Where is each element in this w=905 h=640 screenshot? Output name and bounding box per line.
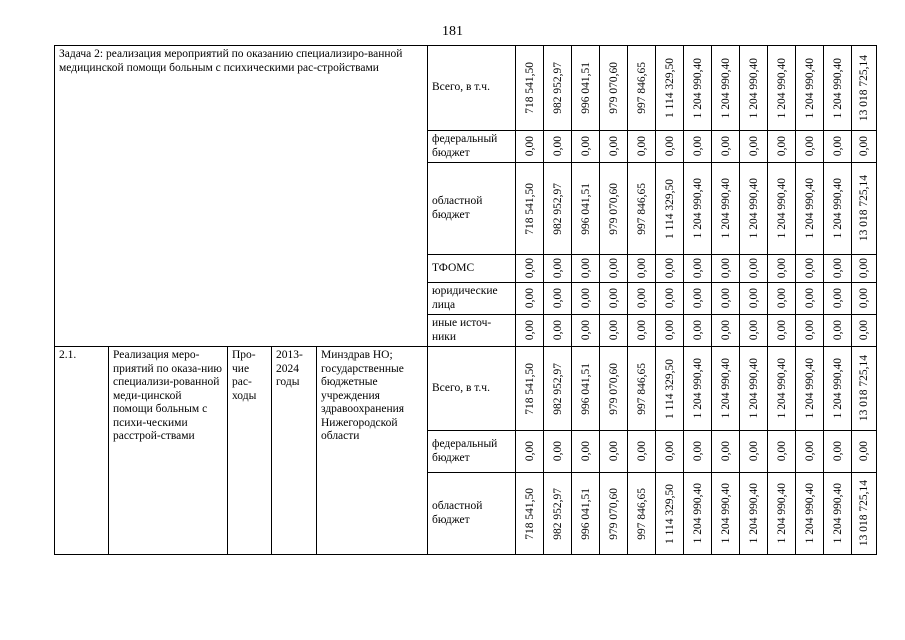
value-text: 13 018 725,14: [858, 355, 870, 422]
value-cell: [628, 431, 656, 473]
value-cell: [656, 347, 684, 431]
value-cell: [796, 315, 824, 347]
value-text: 0,00: [747, 288, 760, 309]
value-text: 0,00: [831, 258, 844, 279]
value-text: 0,00: [607, 320, 620, 341]
value-text: 718 541,50: [523, 182, 536, 235]
value-text: 0,00: [719, 288, 732, 309]
value-cell: [796, 255, 824, 283]
value-cell: [572, 46, 600, 131]
value-cell: [544, 315, 572, 347]
value-text: 0,00: [607, 136, 620, 157]
value-cell: [572, 131, 600, 163]
value-text: 1 204 990,40: [691, 57, 704, 119]
value-cell: [684, 46, 712, 131]
value-cell: [824, 46, 852, 131]
value-text: 0,00: [523, 136, 536, 157]
measure-number: 2.1.: [55, 347, 109, 555]
value-cell: [824, 163, 852, 255]
value-cell: [852, 131, 877, 163]
value-text: 0,00: [747, 320, 760, 341]
value-cell: [740, 131, 768, 163]
value-cell: [712, 347, 740, 431]
value-cell: [796, 46, 824, 131]
value-cell: [824, 315, 852, 347]
value-text: 0,00: [831, 441, 844, 462]
value-cell: [768, 255, 796, 283]
value-cell: [656, 163, 684, 255]
value-cell: [768, 347, 796, 431]
task-title: Задача 2: реализация мероприятий по оказанию специализиро-ванной медицинской помощи больным с психическими рас-стройствами: [55, 46, 428, 347]
value-cell: [712, 131, 740, 163]
value-cell: [852, 315, 877, 347]
value-text: 0,00: [858, 288, 870, 309]
value-cell: [796, 163, 824, 255]
value-text: 1 204 990,40: [775, 358, 788, 419]
value-cell: [740, 46, 768, 131]
value-text: 0,00: [523, 441, 536, 462]
value-cell: [740, 347, 768, 431]
value-text: 0,00: [635, 288, 648, 309]
value-text: 0,00: [551, 320, 564, 341]
value-cell: [740, 255, 768, 283]
source-label: федеральный бюджет: [428, 131, 516, 163]
value-cell: [656, 131, 684, 163]
value-cell: [544, 46, 572, 131]
value-cell: [600, 163, 628, 255]
source-label: федеральный бюджет: [428, 431, 516, 473]
value-cell: [544, 131, 572, 163]
value-cell: [796, 431, 824, 473]
value-text: 0,00: [858, 320, 870, 341]
value-text: 996 041,51: [579, 182, 592, 235]
source-label: Всего, в т.ч.: [428, 46, 516, 131]
value-cell: [712, 315, 740, 347]
value-cell: [824, 131, 852, 163]
value-cell: [852, 255, 877, 283]
value-text: 979 070,60: [607, 182, 620, 235]
value-text: 982 952,97: [551, 182, 564, 235]
value-text: 0,00: [663, 258, 676, 279]
value-cell: [600, 315, 628, 347]
value-text: 0,00: [523, 288, 536, 309]
value-text: 0,00: [579, 136, 592, 157]
value-text: 1 204 990,40: [831, 57, 844, 119]
value-text: 0,00: [858, 258, 870, 279]
value-text: 996 041,51: [579, 62, 592, 114]
executor: Минздрав НО; государственные бюджетные учреждения здравоохранения Нижегородской области: [317, 347, 428, 555]
value-cell: [600, 473, 628, 555]
source-label: Всего, в т.ч.: [428, 347, 516, 431]
value-cell: [656, 255, 684, 283]
value-text: 979 070,60: [607, 362, 620, 415]
value-text: 1 204 990,40: [803, 178, 816, 239]
value-cell: [712, 431, 740, 473]
value-text: 0,00: [635, 258, 648, 279]
value-text: 0,00: [579, 288, 592, 309]
value-text: 1 204 990,40: [831, 483, 844, 544]
value-cell: [600, 46, 628, 131]
value-cell: [684, 431, 712, 473]
value-cell: [796, 131, 824, 163]
value-text: 1 114 329,50: [663, 483, 676, 544]
value-text: 1 204 990,40: [803, 57, 816, 119]
value-text: 997 846,65: [635, 182, 648, 235]
value-cell: [740, 283, 768, 315]
value-text: 0,00: [831, 320, 844, 341]
value-text: 0,00: [775, 136, 788, 157]
value-cell: [852, 431, 877, 473]
value-text: 1 204 990,40: [747, 358, 760, 419]
value-text: 0,00: [719, 320, 732, 341]
value-text: 982 952,97: [551, 487, 564, 540]
value-cell: [544, 283, 572, 315]
value-text: 1 204 990,40: [719, 483, 732, 544]
value-text: 0,00: [691, 258, 704, 279]
value-text: 0,00: [747, 258, 760, 279]
value-text: 0,00: [747, 441, 760, 462]
value-text: 13 018 725,14: [858, 54, 870, 122]
value-cell: [628, 283, 656, 315]
value-cell: [572, 473, 600, 555]
value-cell: [768, 46, 796, 131]
period: 2013-2024 годы: [272, 347, 317, 555]
value-cell: [712, 473, 740, 555]
value-cell: [684, 473, 712, 555]
value-cell: [600, 283, 628, 315]
value-text: 0,00: [551, 441, 564, 462]
value-cell: [712, 46, 740, 131]
value-cell: [516, 163, 544, 255]
value-text: 996 041,51: [579, 487, 592, 540]
value-text: 0,00: [691, 136, 704, 157]
value-cell: [796, 347, 824, 431]
value-cell: [740, 473, 768, 555]
value-cell: [628, 131, 656, 163]
value-text: 0,00: [803, 288, 816, 309]
value-text: 1 204 990,40: [831, 178, 844, 239]
value-cell: [712, 255, 740, 283]
value-cell: [600, 347, 628, 431]
value-cell: [824, 347, 852, 431]
value-cell: [516, 431, 544, 473]
value-text: 1 204 990,40: [831, 358, 844, 419]
value-text: 0,00: [523, 258, 536, 279]
value-text: 0,00: [663, 136, 676, 157]
value-text: 718 541,50: [523, 62, 536, 114]
value-cell: [628, 347, 656, 431]
value-cell: [656, 315, 684, 347]
value-cell: [572, 315, 600, 347]
value-cell: [544, 163, 572, 255]
value-cell: [516, 283, 544, 315]
value-text: 0,00: [719, 136, 732, 157]
value-text: 1 204 990,40: [719, 178, 732, 239]
value-text: 1 204 990,40: [803, 483, 816, 544]
value-text: 979 070,60: [607, 487, 620, 540]
value-text: 0,00: [579, 441, 592, 462]
value-text: 0,00: [607, 288, 620, 309]
value-cell: [796, 473, 824, 555]
value-cell: [684, 283, 712, 315]
page-number: 181: [442, 24, 463, 39]
value-text: 0,00: [635, 136, 648, 157]
value-text: 0,00: [607, 258, 620, 279]
value-cell: [516, 473, 544, 555]
value-cell: [684, 163, 712, 255]
value-text: 1 204 990,40: [691, 178, 704, 239]
value-text: 1 204 990,40: [803, 358, 816, 419]
value-text: 979 070,60: [607, 62, 620, 114]
value-cell: [740, 431, 768, 473]
value-text: 0,00: [803, 441, 816, 462]
value-text: 1 204 990,40: [719, 57, 732, 119]
value-text: 0,00: [719, 258, 732, 279]
value-text: 0,00: [663, 320, 676, 341]
value-cell: [768, 431, 796, 473]
value-text: 0,00: [551, 288, 564, 309]
value-text: 0,00: [775, 258, 788, 279]
source-label: иные источ-ники: [428, 315, 516, 347]
value-cell: [684, 131, 712, 163]
value-cell: [516, 131, 544, 163]
value-text: 1 204 990,40: [747, 178, 760, 239]
value-cell: [852, 347, 877, 431]
value-cell: [684, 255, 712, 283]
value-cell: [544, 255, 572, 283]
value-text: 1 114 329,50: [663, 58, 676, 118]
value-text: 0,00: [551, 258, 564, 279]
value-text: 0,00: [803, 320, 816, 341]
value-text: 0,00: [775, 320, 788, 341]
value-text: 13 018 725,14: [858, 175, 870, 242]
value-cell: [768, 163, 796, 255]
value-text: 997 846,65: [635, 487, 648, 540]
value-text: 0,00: [803, 258, 816, 279]
value-cell: [600, 255, 628, 283]
value-text: 718 541,50: [523, 362, 536, 415]
value-text: 0,00: [663, 288, 676, 309]
value-cell: [768, 473, 796, 555]
value-text: 982 952,97: [551, 362, 564, 415]
value-text: 13 018 725,14: [858, 480, 870, 547]
value-cell: [628, 473, 656, 555]
table-row: [55, 46, 877, 131]
value-text: 0,00: [858, 136, 870, 157]
value-cell: [656, 283, 684, 315]
value-text: 0,00: [579, 258, 592, 279]
value-text: 0,00: [858, 441, 870, 462]
value-cell: [656, 473, 684, 555]
value-text: 1 114 329,50: [663, 178, 676, 239]
value-cell: [628, 46, 656, 131]
value-text: 0,00: [691, 288, 704, 309]
value-text: 0,00: [719, 441, 732, 462]
value-text: 1 114 329,50: [663, 358, 676, 419]
value-cell: [852, 473, 877, 555]
value-text: 0,00: [747, 136, 760, 157]
value-cell: [516, 315, 544, 347]
value-text: 0,00: [663, 441, 676, 462]
value-cell: [852, 46, 877, 131]
value-cell: [824, 473, 852, 555]
value-cell: [516, 347, 544, 431]
value-text: 0,00: [635, 320, 648, 341]
source-label: областной бюджет: [428, 473, 516, 555]
value-cell: [768, 315, 796, 347]
value-cell: [824, 255, 852, 283]
value-text: 1 204 990,40: [775, 178, 788, 239]
value-text: 1 204 990,40: [775, 57, 788, 119]
value-cell: [628, 163, 656, 255]
value-cell: [852, 163, 877, 255]
table-row: [55, 347, 877, 431]
value-text: 0,00: [831, 136, 844, 157]
value-cell: [572, 283, 600, 315]
value-cell: [544, 473, 572, 555]
source-label: ТФОМС: [428, 255, 516, 283]
value-cell: [600, 431, 628, 473]
value-text: 718 541,50: [523, 487, 536, 540]
value-cell: [516, 255, 544, 283]
value-cell: [656, 46, 684, 131]
value-cell: [572, 347, 600, 431]
value-cell: [796, 283, 824, 315]
expense-category: Про-чие рас-ходы: [228, 347, 272, 555]
measure-name: Реализация меро-приятий по оказа-нию специализи-рованной меди-цинской помощи больным с психи-ческими расстрой-ствами: [109, 347, 228, 555]
value-text: 0,00: [607, 441, 620, 462]
value-cell: [684, 347, 712, 431]
value-text: 1 204 990,40: [719, 358, 732, 419]
value-cell: [740, 163, 768, 255]
value-cell: [712, 283, 740, 315]
value-cell: [824, 431, 852, 473]
source-label: юридические лица: [428, 283, 516, 315]
value-text: 1 204 990,40: [747, 57, 760, 119]
value-text: 0,00: [579, 320, 592, 341]
value-text: 0,00: [691, 320, 704, 341]
value-cell: [544, 431, 572, 473]
value-text: 0,00: [523, 320, 536, 341]
value-cell: [768, 283, 796, 315]
budget-table: [54, 45, 877, 555]
value-text: 982 952,97: [551, 62, 564, 114]
value-text: 997 846,65: [635, 362, 648, 415]
value-text: 0,00: [831, 288, 844, 309]
value-text: 1 204 990,40: [691, 358, 704, 419]
value-cell: [656, 431, 684, 473]
value-cell: [768, 131, 796, 163]
value-cell: [628, 315, 656, 347]
value-text: 0,00: [551, 136, 564, 157]
value-cell: [852, 283, 877, 315]
value-text: 0,00: [775, 288, 788, 309]
value-cell: [684, 315, 712, 347]
value-text: 0,00: [775, 441, 788, 462]
value-text: 1 204 990,40: [747, 483, 760, 544]
value-text: 1 204 990,40: [775, 483, 788, 544]
value-cell: [712, 163, 740, 255]
value-text: 0,00: [691, 441, 704, 462]
value-text: 0,00: [635, 441, 648, 462]
value-cell: [628, 255, 656, 283]
value-text: 0,00: [803, 136, 816, 157]
value-cell: [544, 347, 572, 431]
source-label: областной бюджет: [428, 163, 516, 255]
value-cell: [572, 163, 600, 255]
value-text: 996 041,51: [579, 362, 592, 415]
value-text: 997 846,65: [635, 62, 648, 114]
value-cell: [572, 431, 600, 473]
value-cell: [516, 46, 544, 131]
value-cell: [740, 315, 768, 347]
value-cell: [600, 131, 628, 163]
value-cell: [824, 283, 852, 315]
value-text: 1 204 990,40: [691, 483, 704, 544]
value-cell: [572, 255, 600, 283]
